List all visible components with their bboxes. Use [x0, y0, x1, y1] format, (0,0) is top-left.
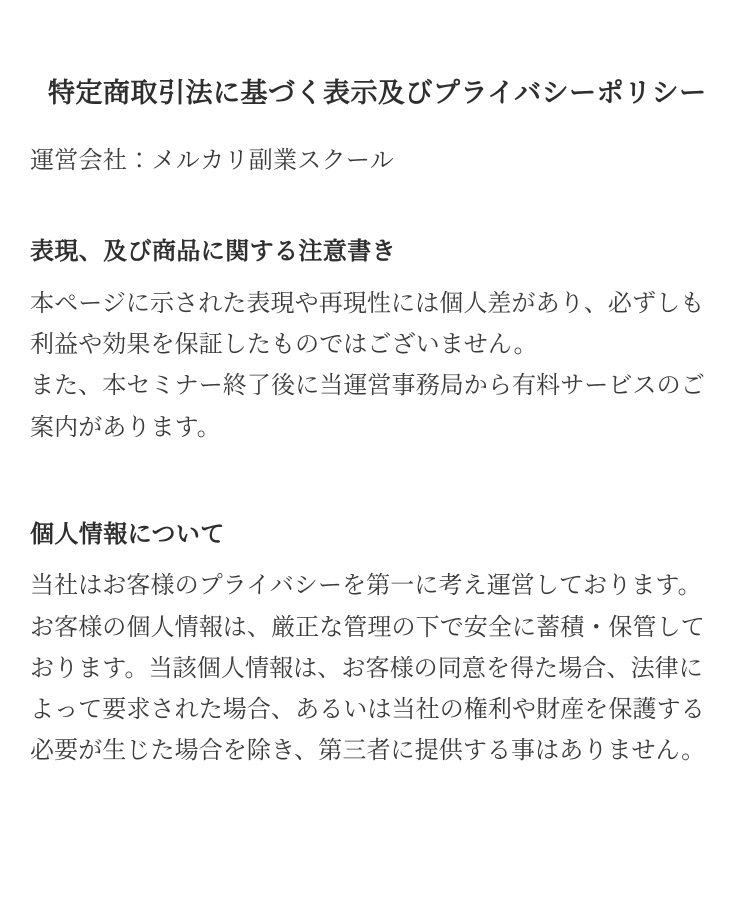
section-disclaimer: [30, 235, 720, 448]
section-heading-privacy: 個人情報について: [30, 520, 225, 548]
section-paragraph: また、本セミナー終了後に当運営事務局から有料サービスのご案内があります。: [30, 372, 705, 441]
section-privacy: [30, 518, 720, 772]
operator-line: 運営会社：メルカリ副業スクール: [30, 147, 395, 175]
section-paragraph: 本ページに示された表現や再現性には個人差があり、必ずしも利益や効果を保証したものではございません。: [30, 289, 705, 358]
section-heading-disclaimer: 表現、及び商品に関する注意書き: [30, 238, 396, 266]
page-title: 特定商取引法に基づく表示及びプライバシーポリシー: [48, 78, 707, 108]
section-paragraph: 当社はお客様のプライバシーを第一に考え運営しております。お客様の個人情報は、厳正な管理の下で安全に蓄積・保管しております。当該個人情報は、お客様の同意を得た場合、法律によって要求された場合、あるいは当社の権利や財産を保護する必要が生じた場合を除き、第三者に提供する事はありません。: [30, 572, 706, 765]
